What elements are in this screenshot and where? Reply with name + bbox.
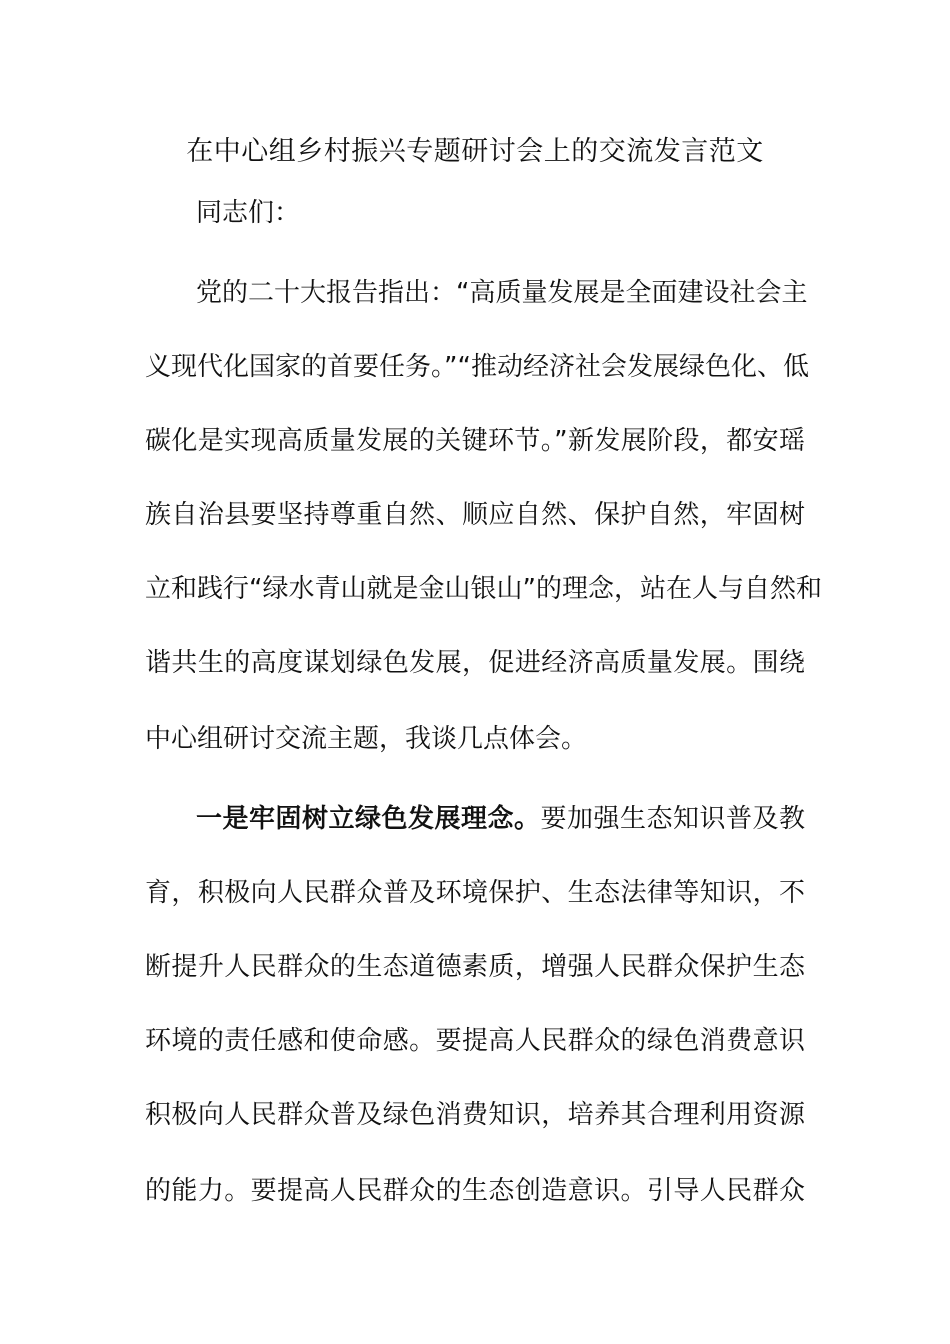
paragraph1-line-6: 谐共生的高度谋划绿色发展，促进经济高质量发展。围绕 (145, 648, 805, 678)
paragraph2-line-4: 环境的责任感和使命感。要提高人民群众的绿色消费意识 (145, 1026, 805, 1056)
paragraph1-line-7: 中心组研讨交流主题，我谈几点体会。 (145, 724, 588, 754)
greeting: 同志们： (196, 198, 301, 228)
paragraph1-line-4: 族自治县要坚持尊重自然、顺应自然、保护自然，牢固树 (145, 500, 805, 530)
paragraph2-first-line-text: 要加强生态知识普及教 (540, 804, 805, 834)
paragraph1-line-5: 立和践行“绿水青山就是金山银山”的理念，站在人与自然和 (145, 574, 822, 604)
paragraph2-line-5: 积极向人民群众普及绿色消费知识，培养其合理利用资源 (145, 1100, 805, 1130)
paragraph2-line-3: 断提升人民群众的生态道德素质，增强人民群众保护生态 (145, 952, 805, 982)
paragraph2-line-1 (196, 799, 805, 839)
paragraph2-line-6: 的能力。要提高人民群众的生态创造意识。引导人民群众 (145, 1176, 805, 1206)
document-title: 在中心组乡村振兴专题研讨会上的交流发言范文 (186, 136, 764, 167)
paragraph1-line-3: 碳化是实现高质量发展的关键环节。”新发展阶段，都安瑶 (145, 426, 805, 456)
paragraph2-line-2: 育，积极向人民群众普及环境保护、生态法律等知识，不 (145, 878, 805, 908)
paragraph1-line-1: 党的二十大报告指出：“高质量发展是全面建设社会主 (196, 278, 808, 308)
paragraph2-heading: 一是牢固树立绿色发展理念。 (196, 804, 541, 834)
paragraph1-line-2: 义现代化国家的首要任务。”“推动经济社会发展绿色化、低 (145, 352, 809, 382)
